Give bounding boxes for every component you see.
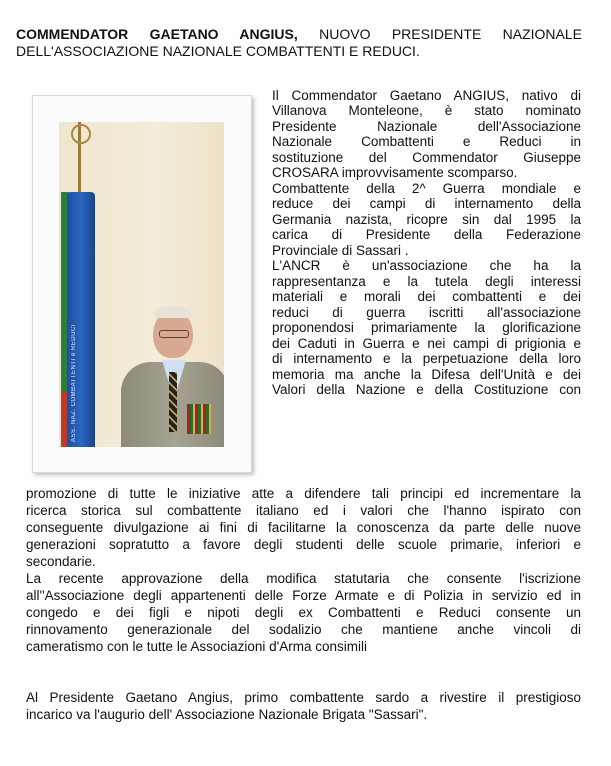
text-line: Provinciale di Sassari . xyxy=(272,243,409,258)
text-line: conseguente divulgazione ai fini di facilitarne la conoscenza da parte delle nuove xyxy=(26,520,581,535)
article-title-line-2: DELL'ASSOCIAZIONE NAZIONALE COMBATTENTI E REDUCI. xyxy=(16,43,420,59)
text-line: promozione di tutte le iniziative atte a difendere tali principi ed incrementare la xyxy=(26,486,581,501)
text-line: carica di Presidente della Federazione xyxy=(272,227,581,242)
text-line: L'ANCR è un'associazione che ha la xyxy=(272,258,581,273)
pole-finial xyxy=(71,124,91,144)
text-line: proponendosi primariamente la glorificazione xyxy=(272,320,581,335)
text-line: reduci di guerra iscritti all'associazione xyxy=(272,305,581,320)
portrait-photo xyxy=(59,122,224,447)
text-line: congedo e dei figli e nipoti degli ex Combattenti e Reduci consente un xyxy=(26,605,581,620)
sash-text: ASS. NAZ. COMBATTENTI e REDUCI xyxy=(71,324,77,442)
closing-line: Al Presidente Gaetano Angius, primo combattente sardo a rivestire il prestigioso xyxy=(26,690,581,705)
text-line: CROSARA improvvisamente scomparso. xyxy=(272,165,518,180)
text-line: Nazionale Combattenti e Reduci in xyxy=(272,134,581,149)
text-line: memoria ma anche la Difesa dell'Unità e dei xyxy=(272,367,581,382)
text-line: generazioni sopratutto a favore degli studenti delle scuole primarie, inferiori e xyxy=(26,537,581,552)
text-line: Presidente Nazionale dell'Associazione xyxy=(272,119,581,134)
text-line: rinnovamento generazionale del sodalizio che mantiene anche vincoli di xyxy=(26,622,581,637)
man-tie xyxy=(169,372,177,432)
text-line: Combattente della 2^ Guerra mondiale e xyxy=(272,181,581,196)
text-line: La recente approvazione della modifica statutaria che consente l'iscrizione xyxy=(26,571,581,586)
text-line: Germania nazista, ricopre sin dal 1995 la xyxy=(272,212,581,227)
article-title-line-1 xyxy=(16,26,582,43)
title-name: COMMENDATOR GAETANO ANGIUS, xyxy=(16,26,298,42)
text-line: Il Commendator Gaetano ANGIUS, nativo di xyxy=(272,88,581,103)
text-line: cameratismo con le tutte le Associazioni d'Arma consimili xyxy=(26,639,367,654)
text-line: secondarie. xyxy=(26,554,96,569)
portrait-photo-frame xyxy=(32,95,252,473)
text-line: dei Caduti in Guerra e nei campi di prigionia e xyxy=(272,336,581,351)
text-line: Valori della Nazione e della Costituzione con xyxy=(272,382,581,397)
text-line: materiali e morali dei combattenti e dei xyxy=(272,289,581,304)
text-line: reduce dei campi di internamento della xyxy=(272,196,581,211)
text-line: sostituzione del Commendator Giuseppe xyxy=(272,150,581,165)
text-line: di internamento e la perpetuazione della loro xyxy=(272,351,581,366)
text-line: all''Associazione degli appartenenti delle Forze Armate e di Polizia in servizio ed in xyxy=(26,588,581,603)
text-line: rappresentanza e la tutela degli interessi xyxy=(272,274,581,289)
man-hair xyxy=(155,306,191,318)
text-line: ricerca storica sul combattente italiano ed i valori che l'hanno ispirato con xyxy=(26,503,581,518)
medals xyxy=(187,404,211,434)
man-glasses xyxy=(159,330,189,338)
closing-line: incarico va l'augurio dell' Associazione Nazionale Brigata "Sassari". xyxy=(26,707,428,722)
title-rest: NUOVO PRESIDENTE NAZIONALE xyxy=(297,26,583,42)
text-line: Villanova Monteleone, è stato nominato xyxy=(272,103,581,118)
